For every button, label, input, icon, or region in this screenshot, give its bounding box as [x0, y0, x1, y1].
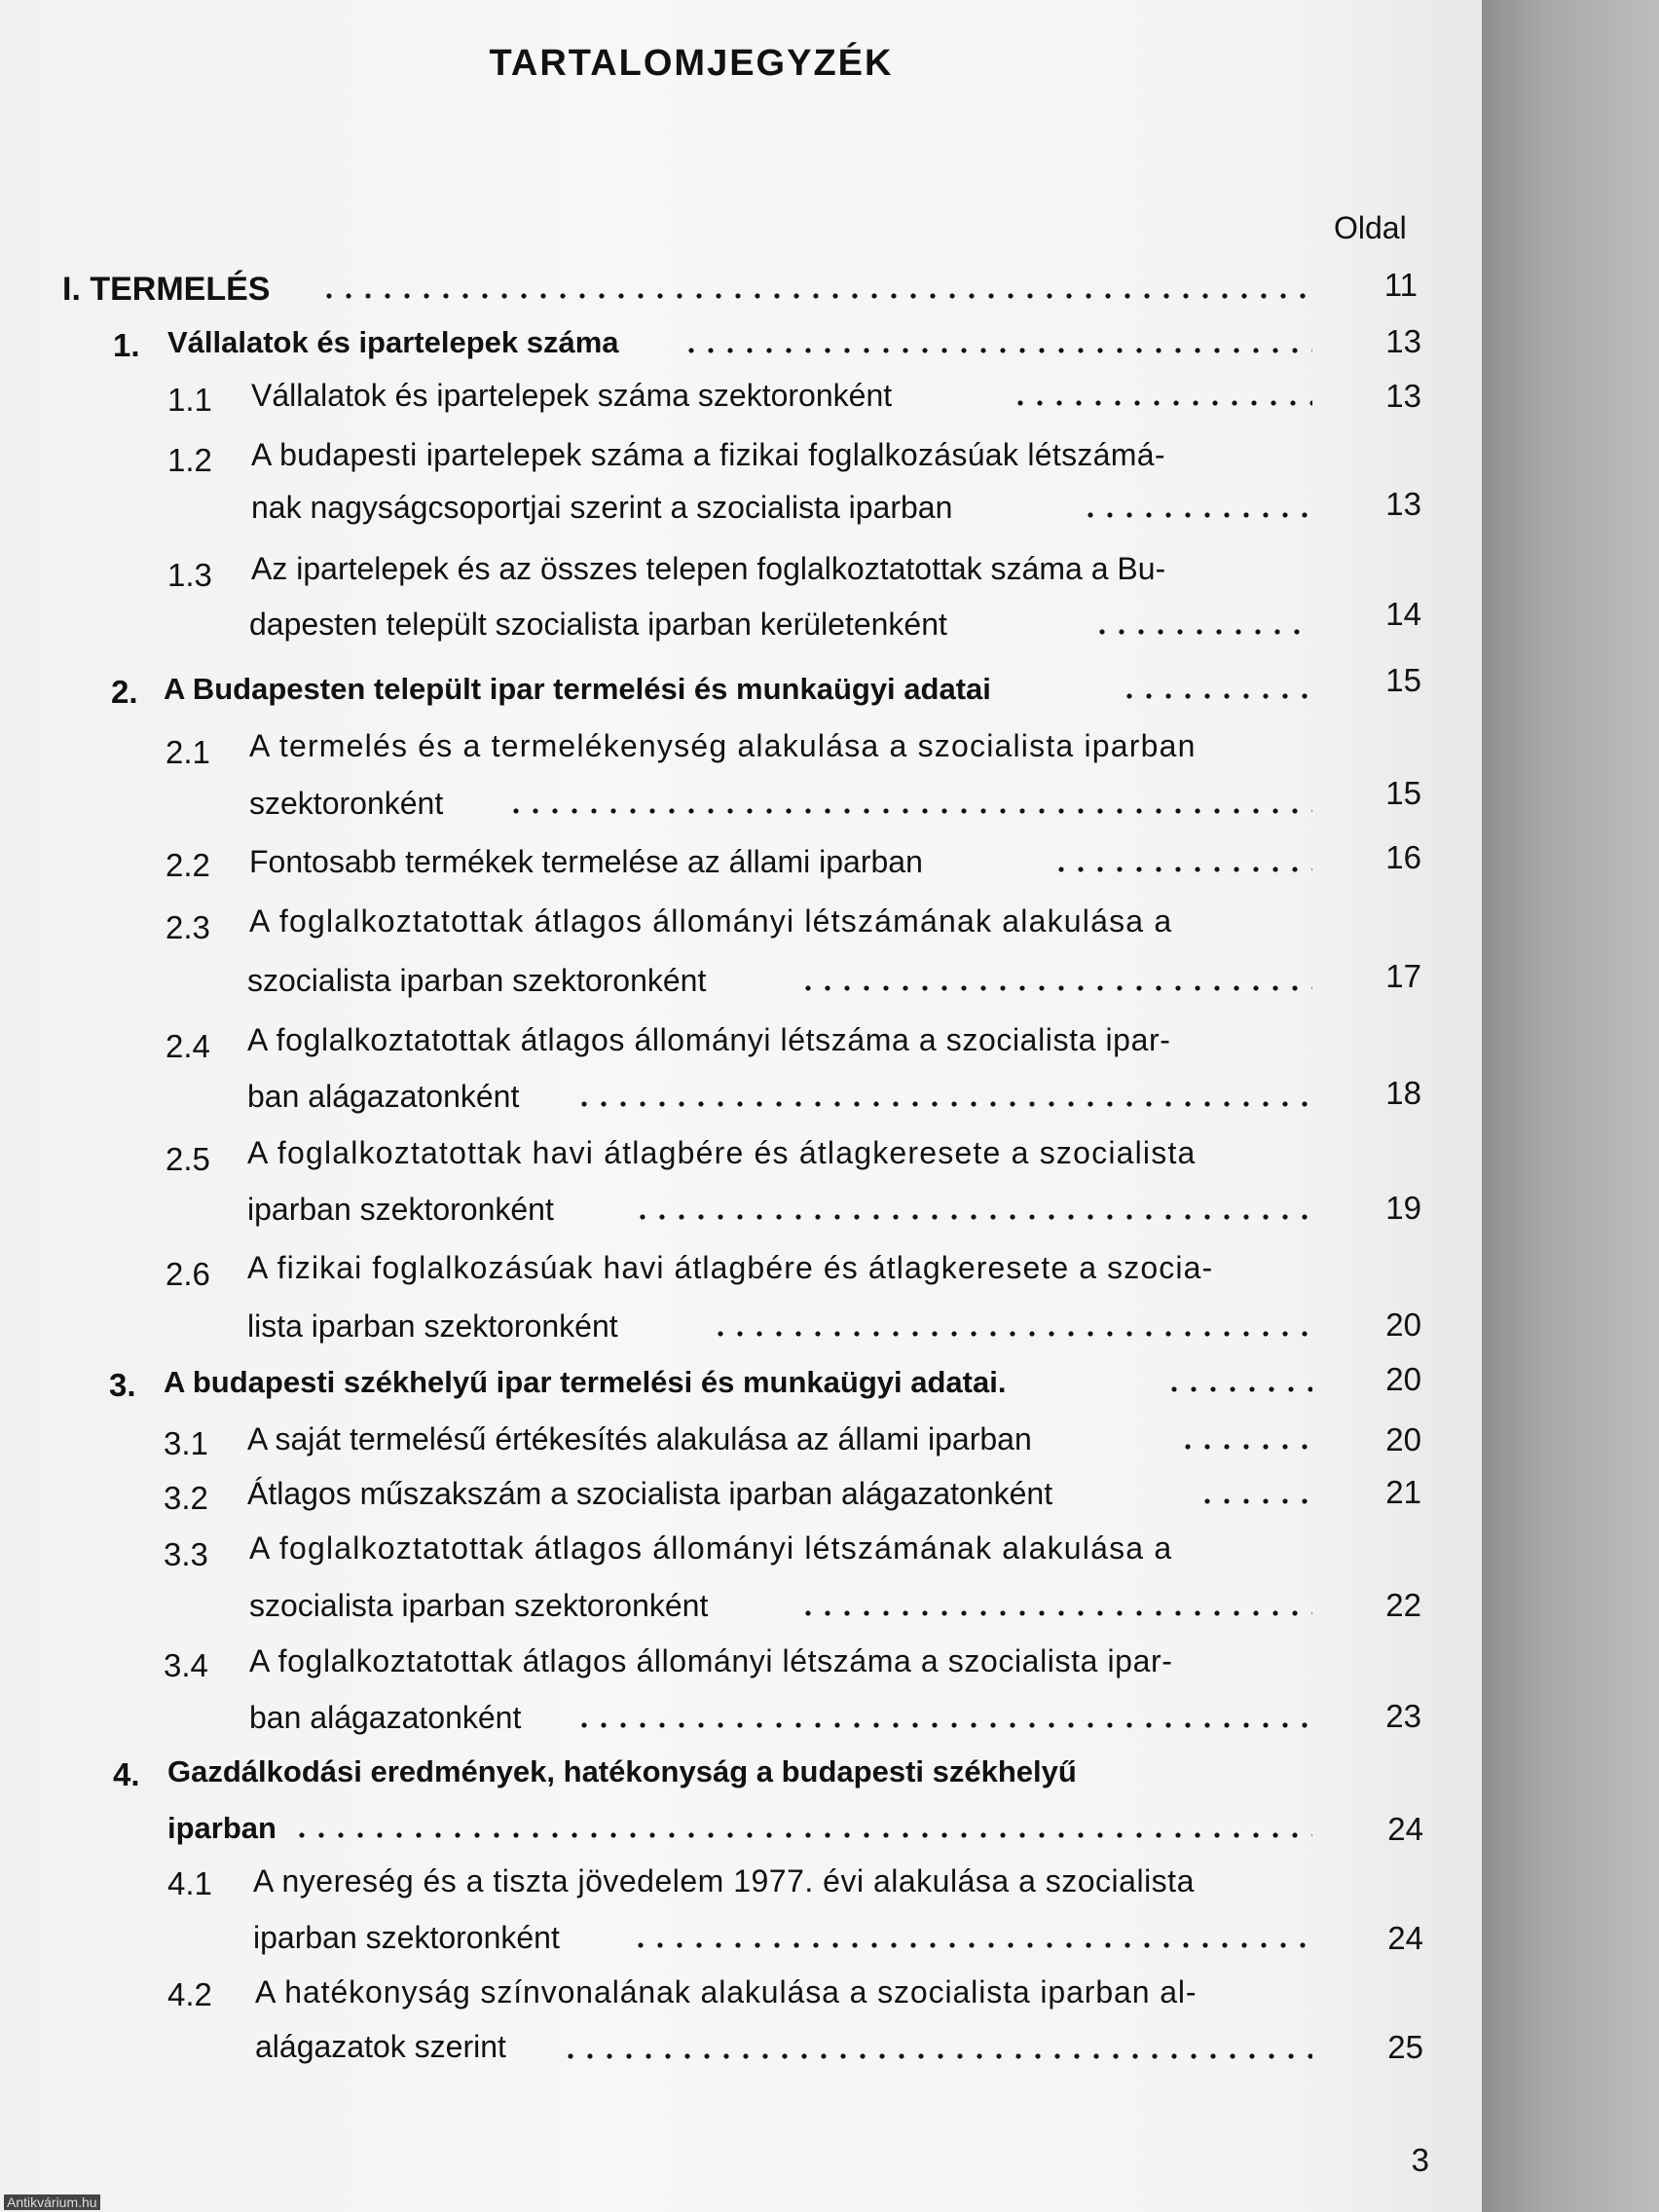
entry-page: 21 — [1385, 1474, 1421, 1510]
entry-number: 3. — [109, 1367, 136, 1403]
leader-dots — [574, 1720, 1312, 1730]
entry-text: iparban szektoronként — [247, 1192, 554, 1227]
entry-text: A foglalkoztatottak átlagos állományi létszáma a szocialista ipar- — [247, 1022, 1171, 1057]
leader-dots — [574, 1099, 1312, 1109]
leader-dots — [1051, 865, 1312, 874]
leader-dots — [1178, 1442, 1312, 1452]
leader-dots — [1198, 1496, 1312, 1506]
entry-page: 20 — [1385, 1421, 1421, 1457]
entry-text: nak nagyságcsoportjai szerint a szocialista iparban — [251, 490, 953, 525]
entry-number: 4. — [113, 1756, 140, 1792]
entry-number: 4.1 — [167, 1865, 212, 1901]
leader-dots — [633, 1212, 1312, 1222]
entry-number: 2.3 — [166, 909, 210, 945]
entry-number: 1. — [113, 327, 140, 363]
entry-text: alágazatok szerint — [255, 2029, 506, 2064]
entry-text: iparban szektoronként — [253, 1920, 560, 1955]
leader-dots — [506, 806, 1312, 816]
leader-dots — [711, 1329, 1312, 1339]
leader-dots — [319, 291, 1312, 301]
entry-number: 1.3 — [167, 557, 212, 593]
entry-page: 25 — [1387, 2029, 1423, 2065]
entry-page: 15 — [1385, 662, 1421, 698]
entry-number: 2.4 — [166, 1028, 210, 1064]
entry-text: A foglalkoztatottak havi átlagbére és átlagkeresete a szocialista — [247, 1135, 1197, 1170]
entry-number: 1.2 — [167, 442, 212, 478]
entry-page: 20 — [1385, 1361, 1421, 1397]
leader-dots — [631, 1940, 1312, 1950]
entry-page: 24 — [1387, 1811, 1423, 1847]
entry-text: Vállalatok és ipartelepek száma szektoronként — [251, 378, 893, 413]
entry-text: Átlagos műszakszám a szocialista iparban alágazatonként — [247, 1476, 1053, 1511]
entry-text: szocialista iparban szektoronként — [247, 963, 707, 998]
entry-number: 2.2 — [166, 847, 210, 883]
leader-dots — [682, 346, 1312, 355]
entry-page: 14 — [1385, 596, 1421, 632]
entry-number: 2. — [111, 674, 138, 710]
entry-text: A saját termelésű értékesítés alakulása az állami iparban — [247, 1421, 1032, 1456]
leader-dots — [1011, 398, 1312, 408]
entry-text: Az ipartelepek és az összes telepen foglalkoztatottak száma a Bu- — [251, 551, 1166, 586]
footer-page-number: 3 — [1411, 2142, 1429, 2178]
entry-number: 3.4 — [164, 1647, 208, 1683]
leader-dots — [292, 1830, 1312, 1840]
entry-text: dapesten települt szocialista iparban kerületenként — [249, 607, 947, 642]
leader-dots — [561, 2051, 1312, 2061]
entry-text: A fizikai foglalkozásúak havi átlagbére és átlagkeresete a szocia- — [247, 1250, 1214, 1285]
watermark: Antikvárium.hu — [4, 2194, 100, 2210]
entry-text: A foglalkoztatottak átlagos állományi létszáma a szocialista ipar- — [249, 1643, 1173, 1678]
entry-page: 24 — [1387, 1920, 1423, 1956]
entry-text: ban alágazatonként — [249, 1700, 522, 1735]
entry-text: Gazdálkodási eredmények, hatékonyság a budapesti székhelyű — [167, 1754, 1077, 1788]
page-column-label: Oldal — [1334, 210, 1407, 245]
leader-dots — [798, 1608, 1312, 1618]
entry-page: 19 — [1385, 1190, 1421, 1226]
entry-number: 3.3 — [164, 1536, 208, 1572]
leader-dots — [1081, 510, 1312, 520]
entry-text: Fontosabb termékek termelése az állami iparban — [249, 844, 923, 879]
entry-text: szocialista iparban szektoronként — [249, 1588, 709, 1623]
entry-page: 15 — [1385, 775, 1421, 811]
page-title: TARTALOMJEGYZÉK — [489, 43, 894, 84]
leader-dots — [1120, 691, 1312, 701]
entry-page: 23 — [1385, 1698, 1421, 1734]
entry-number: 4.2 — [167, 1976, 212, 2012]
entry-text: A termelés és a termelékenység alakulása a szocialista iparban — [249, 728, 1197, 763]
entry-page: 22 — [1385, 1587, 1421, 1623]
entry-number: 2.6 — [166, 1256, 210, 1292]
entry-page: 18 — [1385, 1075, 1421, 1111]
entry-text: A hatékonyság színvonalának alakulása a szocialista iparban al- — [255, 1974, 1198, 2009]
entry-page: 13 — [1385, 486, 1421, 522]
entry-page: 13 — [1385, 378, 1421, 414]
page-edge-shadow — [1482, 0, 1659, 2212]
entry-text: lista iparban szektoronként — [247, 1309, 618, 1344]
section-label: I. TERMELÉS — [62, 271, 271, 308]
entry-number: 2.5 — [166, 1141, 210, 1177]
entry-text: Vállalatok és ipartelepek száma — [167, 325, 619, 359]
entry-text: A budapesti ipartelepek száma a fizikai foglalkozásúak létszámá- — [251, 437, 1165, 472]
entry-text: A foglalkoztatottak átlagos állományi létszámának alakulása a — [249, 903, 1173, 939]
entry-page: 20 — [1385, 1307, 1421, 1343]
leader-dots — [1164, 1384, 1312, 1394]
entry-text: szektoronként — [249, 786, 444, 821]
entry-text: ban alágazatonként — [247, 1079, 520, 1114]
entry-page: 17 — [1385, 958, 1421, 994]
leader-dots — [1092, 627, 1312, 637]
entry-text: A budapesti székhelyű ipar termelési és munkaügyi adatai. — [164, 1365, 1007, 1399]
entry-page: 13 — [1385, 323, 1421, 359]
entry-text: A foglalkoztatottak átlagos állományi létszámának alakulása a — [249, 1530, 1173, 1566]
entry-text: A Budapesten települt ipar termelési és munkaügyi adatai — [164, 672, 991, 706]
entry-number: 1.1 — [167, 382, 212, 418]
entry-number: 3.2 — [164, 1480, 208, 1516]
entry-text: iparban — [167, 1811, 276, 1845]
entry-number: 3.1 — [164, 1425, 208, 1461]
entry-page: 16 — [1385, 839, 1421, 875]
entry-number: 2.1 — [166, 734, 210, 770]
leader-dots — [798, 983, 1312, 993]
entry-text: A nyereség és a tiszta jövedelem 1977. évi alakulása a szocialista — [253, 1863, 1195, 1899]
section-page: 11 — [1383, 267, 1418, 303]
